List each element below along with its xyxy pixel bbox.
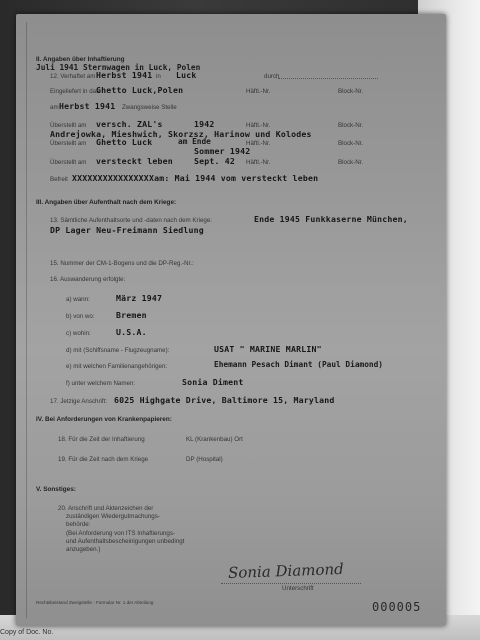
ueberstellt-value: versch. ZAL's xyxy=(96,119,163,129)
family-label: e) mit welchen Familienangehörigen: xyxy=(66,363,168,370)
block-nr-label-3: Block-Nr. xyxy=(338,140,364,147)
haftl-nr-label-2: Häftl.-Nr. xyxy=(246,122,271,129)
field-17-label: 17. Jetzige Anschrift: xyxy=(50,398,108,405)
field-12-place: Luck xyxy=(176,70,197,80)
haftl-nr-label-4: Häftl.-Nr. xyxy=(246,159,271,166)
archive-caption: Copy of Doc. No. xyxy=(0,629,54,636)
sommer-value: Sommer 1942 xyxy=(194,146,251,156)
page-margin-line xyxy=(26,22,437,618)
field-12-date: Herbst 1941 xyxy=(96,70,153,80)
ueberstellt-3-label: Überstellt am xyxy=(50,159,87,166)
sept-value: Sept. 42 xyxy=(194,156,236,166)
emigration-from-value: Bremen xyxy=(116,310,147,320)
field-12-in-label: in xyxy=(156,73,161,80)
document-page xyxy=(16,14,446,626)
field-20-line-1: 20. Anschrift und Aktenzeichen der xyxy=(58,505,154,512)
befreit-label: Befreit xyxy=(50,176,68,183)
block-nr-label-4: Block-Nr. xyxy=(338,159,364,166)
am-value: Herbst 1941 xyxy=(59,101,116,111)
block-nr-label: Block-Nr. xyxy=(338,88,364,95)
camps-list: Andrejowka, Mieshwich, Skorzsz, Harinow und Kolodes xyxy=(50,129,312,139)
current-address: 6025 Highgate Drive, Baltimore 15, Maryland xyxy=(114,395,335,405)
ship-name-label: d) mit (Schiffsname - Flugzeugname): xyxy=(66,347,170,354)
emigration-name-label: f) unter welchem Namen: xyxy=(66,380,136,387)
field-20-line-3: behörde: xyxy=(66,521,91,528)
field-18-label: 18. Für die Zeit der Inhaftierung xyxy=(58,436,145,443)
ueberstellt-2-value: Ghetto Luck xyxy=(96,137,153,147)
am-ende-label: am Ende xyxy=(178,137,211,146)
field-20-line-2: zuständigen Wiedergutmachungs- xyxy=(66,513,160,520)
emigration-from-label: b) von wo: xyxy=(66,313,95,320)
emigration-when-label: a) wann: xyxy=(66,296,90,303)
eingeliefert-value: Ghetto Luck,Polen xyxy=(96,85,184,95)
field-13-value-2: DP Lager Neu-Freimann Siedlung xyxy=(50,225,204,235)
field-12-label: 12. Verhaftet am xyxy=(50,73,96,80)
ueberstellt-2-label: Überstellt am xyxy=(50,140,87,147)
emigration-when-value: März 1947 xyxy=(116,293,163,303)
footer-small-print: Rechtsbeistand Zweigstelle - Formular Nr. 1 der Abteilung xyxy=(36,600,154,605)
field-13-label: 13. Sämtliche Aufenthaltsorte und -daten nach dem Kriege: xyxy=(50,217,213,224)
section-5-title: V. Sonstiges: xyxy=(36,486,76,493)
section-2-title: II. Angaben über Inhaftierung xyxy=(36,56,125,63)
zwangsweise-label: Zwangsweise Stelle xyxy=(122,104,177,111)
field-15-label: 15. Nummer der CM-1-Bogens und die DP-Reg.-Nr.: xyxy=(50,260,194,267)
signature-line xyxy=(221,583,361,584)
field-16-label: 16. Auswanderung erfolgte: xyxy=(50,276,126,283)
emigration-to-value: U.S.A. xyxy=(116,327,147,337)
field-12-by-label: durch xyxy=(264,73,280,80)
haftl-nr-label: Häftl.-Nr. xyxy=(246,88,271,95)
document-number-stamp: 000005 xyxy=(372,600,422,614)
befreit-value: XXXXXXXXXXXXXXXXam: Mai 1944 vom versteckt leben xyxy=(72,173,319,183)
am-label: am xyxy=(50,104,59,111)
haftl-nr-label-3: Häftl.-Nr. xyxy=(246,140,271,147)
section-4-title: IV. Bei Anforderungen von Krankenpapieren: xyxy=(36,416,172,423)
ship-name-value: USAT " MARINE MARLIN" xyxy=(214,344,322,354)
emigration-to-label: c) wohin: xyxy=(66,330,91,337)
field-20-line-5: und Aufenthaltsbescheinigungen unbedingt xyxy=(66,538,185,545)
ueberstellt-label: Überstellt am xyxy=(50,122,87,129)
field-19-label: 19. Für die Zeit nach dem Kriege xyxy=(58,456,149,463)
family-value: Ehemann Pesach Dimant (Paul Diamond) xyxy=(214,360,383,369)
signature: Sonia Diamond xyxy=(227,559,345,583)
eingeliefert-label: Eingeliefert in das xyxy=(50,88,100,95)
block-nr-label-2: Block-Nr. xyxy=(338,122,364,129)
ueberstellt-3-value: versteckt leben xyxy=(96,156,173,166)
field-20-line-4: (Bei Anforderung von ITS Inhaftierungs- xyxy=(66,530,176,537)
field-20-line-6: anzugeben.) xyxy=(66,546,101,553)
field-19-value: DP (Hospital) xyxy=(186,456,223,463)
emigration-name-value: Sonia Diment xyxy=(182,377,244,387)
section-3-title: III. Angaben über Aufenthalt nach dem Kriege: xyxy=(36,199,177,206)
field-13-value-1: Ende 1945 Funkkaserne München, xyxy=(254,214,408,224)
pre-arrest-note: Juli 1941 Sternwagen in Luck, Polen xyxy=(36,63,201,72)
signature-label: Unterschrift xyxy=(282,585,314,592)
ueberstellt-date: 1942 xyxy=(194,119,215,129)
field-12-line xyxy=(278,78,378,79)
field-18-value: KL (Krankenbau) Ort xyxy=(186,436,243,443)
